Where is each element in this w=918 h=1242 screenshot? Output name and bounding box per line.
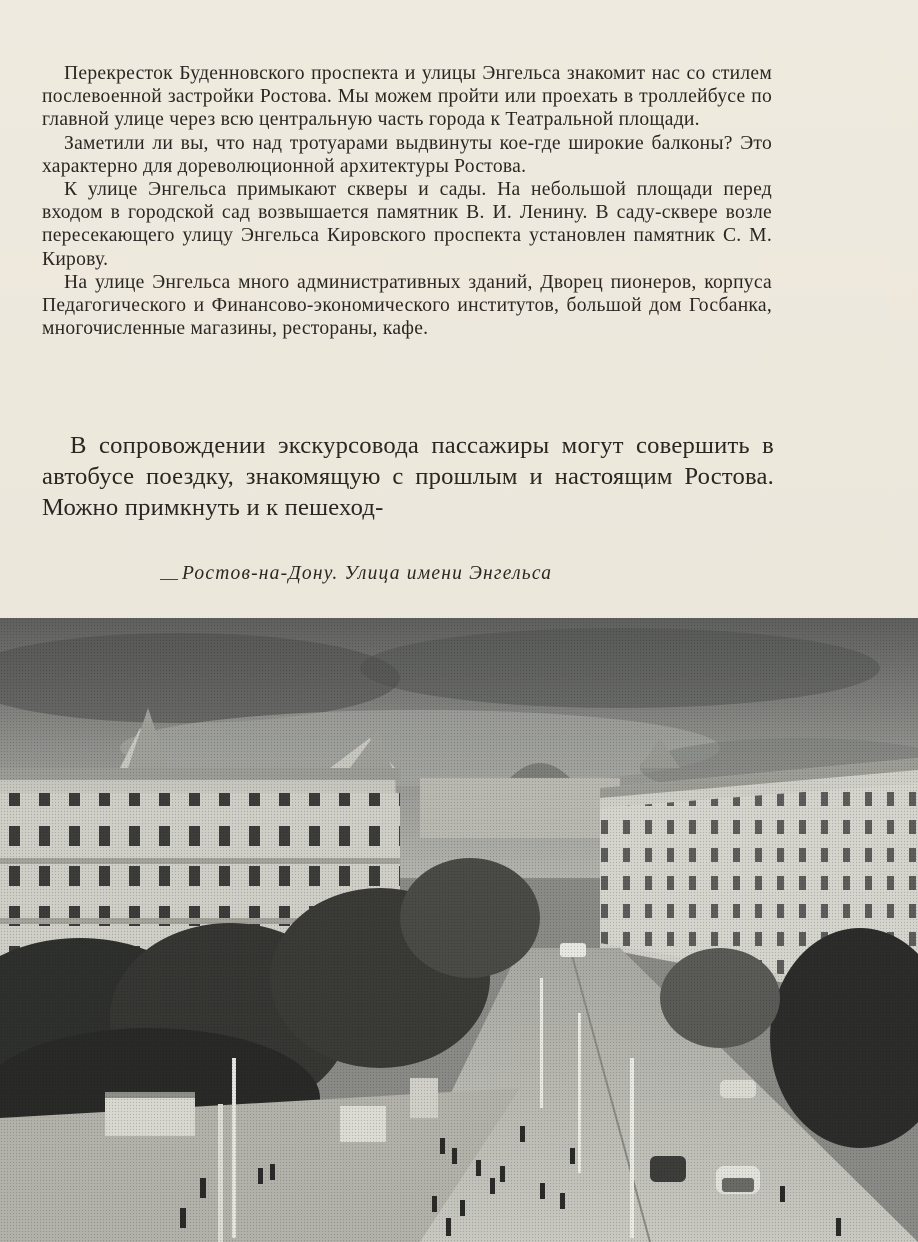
street-photo-illustration	[0, 618, 918, 1242]
lead-paragraph: В сопровождении экскурсовода пассажиры могут совершить в автобусе поездку, знакомящую с прошлым и настоящим Ростова. Можно примкнуть и к пешеход-	[42, 432, 774, 521]
photo-caption	[160, 563, 680, 593]
street-photo	[0, 618, 918, 1242]
paragraph-4: На улице Энгельса много административных зданий, Дворец пионеров, корпуса Педагогического и Финансово-экономического институтов, большой дом Госбанка, многочисленные магазины, рестораны, кафе.	[42, 271, 772, 340]
body-text	[42, 62, 772, 340]
paragraph-3: К улице Энгельса примыкают скверы и сады. На небольшой площади перед входом в городской сад возвышается памятник В. И. Ленину. В саду-сквере возле пересекающего улицу Энгельса Кировского проспекта установлен памятник С. М. Кирову.	[42, 179, 772, 270]
caption-text: Ростов-на-Дону. Улица имени Энгельса	[182, 563, 553, 584]
lead-text	[42, 430, 774, 523]
caption-dash	[160, 579, 178, 580]
paragraph-1: Перекресток Буденновского проспекта и улицы Энгельса знакомит нас со стилем послевоенной застройки Ростова. Мы можем пройти или проехать в троллейбусе по главной улице через всю центральную часть города к Театральной площади.	[42, 63, 772, 131]
paragraph-2: Заметили ли вы, что над тротуарами выдвинуты кое-где широкие балконы? Это характерно для дореволюционной архитектуры Ростова.	[42, 132, 772, 177]
